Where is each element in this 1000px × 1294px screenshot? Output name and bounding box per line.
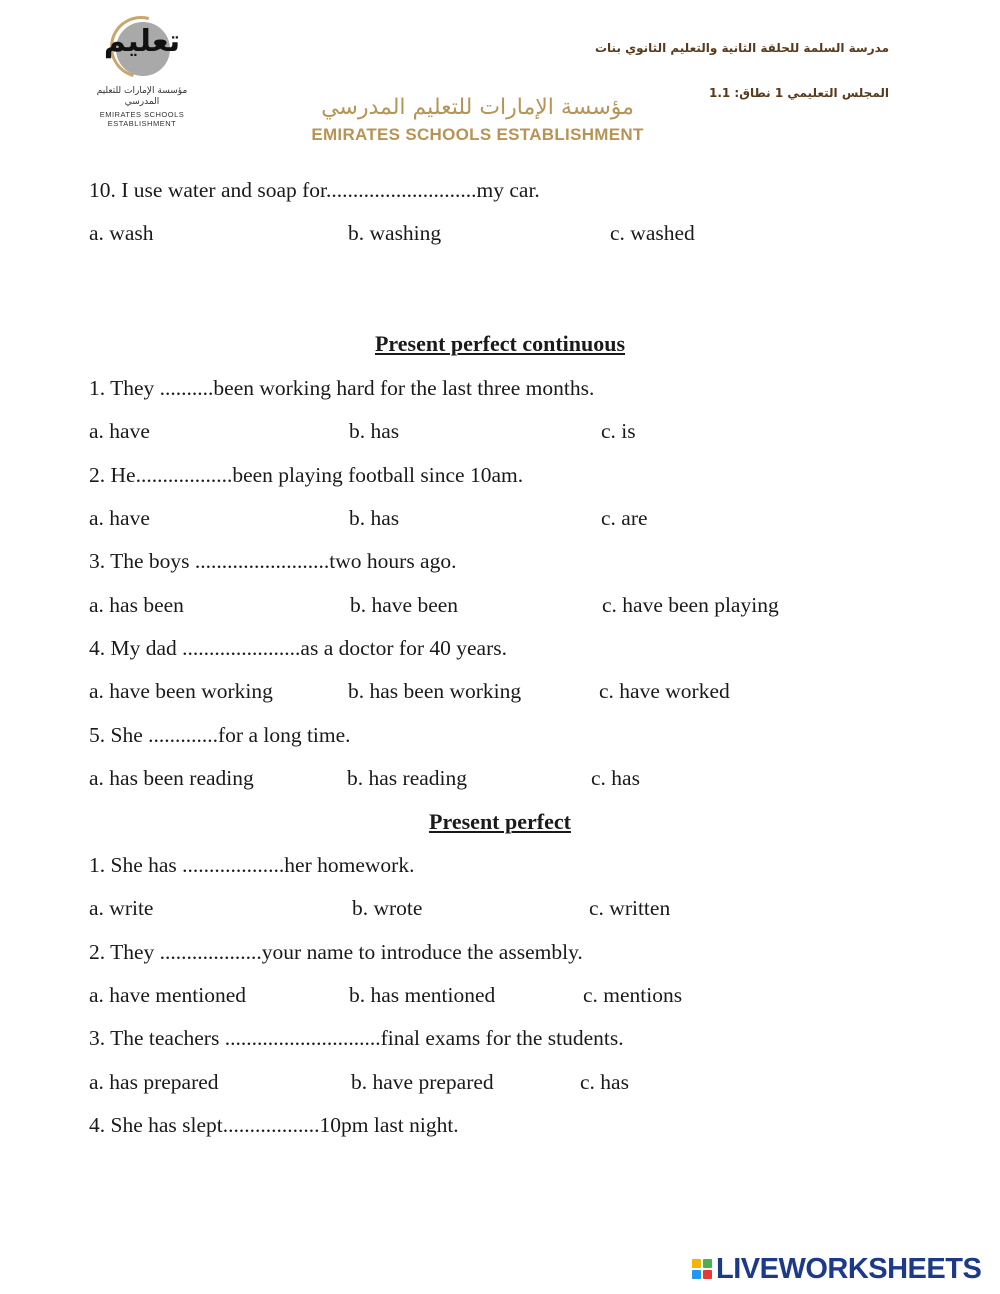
question-text: 5. She .............for a long time. [89, 723, 351, 747]
option-b[interactable]: b. has mentioned [349, 983, 496, 1007]
option-a[interactable]: a. have been working [89, 679, 273, 703]
ese-logo-arabic: مؤسسة الإمارات للتعليم المدرسي [321, 95, 634, 120]
logo-arabic-text: تعليم [103, 24, 181, 59]
option-c[interactable]: c. has [591, 766, 640, 790]
question-text: 2. They ...................your name to introduce the assembly. [89, 940, 583, 964]
option-c[interactable]: c. have worked [599, 679, 730, 703]
option-b[interactable]: b. has [349, 506, 400, 530]
liveworksheets-icon [692, 1259, 712, 1279]
option-a[interactable]: a. has prepared [89, 1070, 219, 1094]
liveworksheets-brand[interactable] [692, 1252, 981, 1286]
option-c[interactable]: c. written [589, 896, 671, 920]
question-text: 4. She has slept..................10pm last night. [89, 1113, 459, 1137]
option-b[interactable]: b. have prepared [351, 1070, 494, 1094]
brand-square-icon [692, 1270, 701, 1279]
school-name: مدرسة السلمة للحلقة الثانية والتعليم الثانوي بنات [594, 41, 889, 55]
option-b[interactable]: b. have been [350, 593, 459, 617]
council-info: المجلس التعليمي 1 نطاق: 1.1 [708, 86, 889, 100]
brand-text: LIVEWORKSHEETS [716, 1252, 982, 1285]
question-text: 4. My dad ......................as a doctor for 40 years. [89, 636, 507, 660]
option-c[interactable]: c. are [601, 506, 648, 530]
logo-subtitle-arabic: مؤسسة الإمارات للتعليم المدرسي [96, 86, 188, 107]
option-a[interactable]: a. has been [89, 593, 184, 617]
option-a[interactable]: a. wash [89, 221, 154, 245]
question-text: 3. The teachers .............................final exams for the students. [89, 1026, 624, 1050]
question-text: 3. The boys .........................two hours ago. [89, 549, 457, 573]
question-10: 10. I use water and soap for............................my car. [89, 178, 540, 202]
section-title-present-perfect-continuous: Present perfect continuous [374, 331, 626, 356]
option-c[interactable]: c. washed [610, 221, 695, 245]
option-a[interactable]: a. has been reading [89, 766, 254, 790]
question-text: 1. They ..........been working hard for the last three months. [89, 376, 595, 400]
brand-square-icon [703, 1259, 712, 1268]
option-a[interactable]: a. have [89, 419, 150, 443]
option-b[interactable]: b. has reading [347, 766, 468, 790]
option-b[interactable]: b. washing [348, 221, 442, 245]
brand-square-icon [703, 1270, 712, 1279]
question-text: 1. She has ...................her homework. [89, 853, 415, 877]
option-b[interactable]: b. has [349, 419, 400, 443]
option-a[interactable]: a. have [89, 506, 150, 530]
question-text: 2. He..................been playing football since 10am. [89, 463, 524, 487]
section-title-present-perfect: Present perfect [429, 809, 571, 834]
option-b[interactable]: b. has been working [348, 679, 522, 703]
option-c[interactable]: c. mentions [583, 983, 683, 1007]
option-c[interactable]: c. is [601, 419, 636, 443]
brand-square-icon [692, 1259, 701, 1268]
option-c[interactable]: c. has [580, 1070, 629, 1094]
option-a[interactable]: a. have mentioned [89, 983, 247, 1007]
option-b[interactable]: b. wrote [352, 896, 423, 920]
logo-subtitle-english: EMIRATES SCHOOLS ESTABLISHMENT [99, 110, 185, 128]
ese-logo-english: EMIRATES SCHOOLS ESTABLISHMENT [311, 125, 644, 144]
option-a[interactable]: a. write [89, 896, 154, 920]
option-c[interactable]: c. have been playing [602, 593, 779, 617]
taaleem-logo [96, 14, 188, 134]
